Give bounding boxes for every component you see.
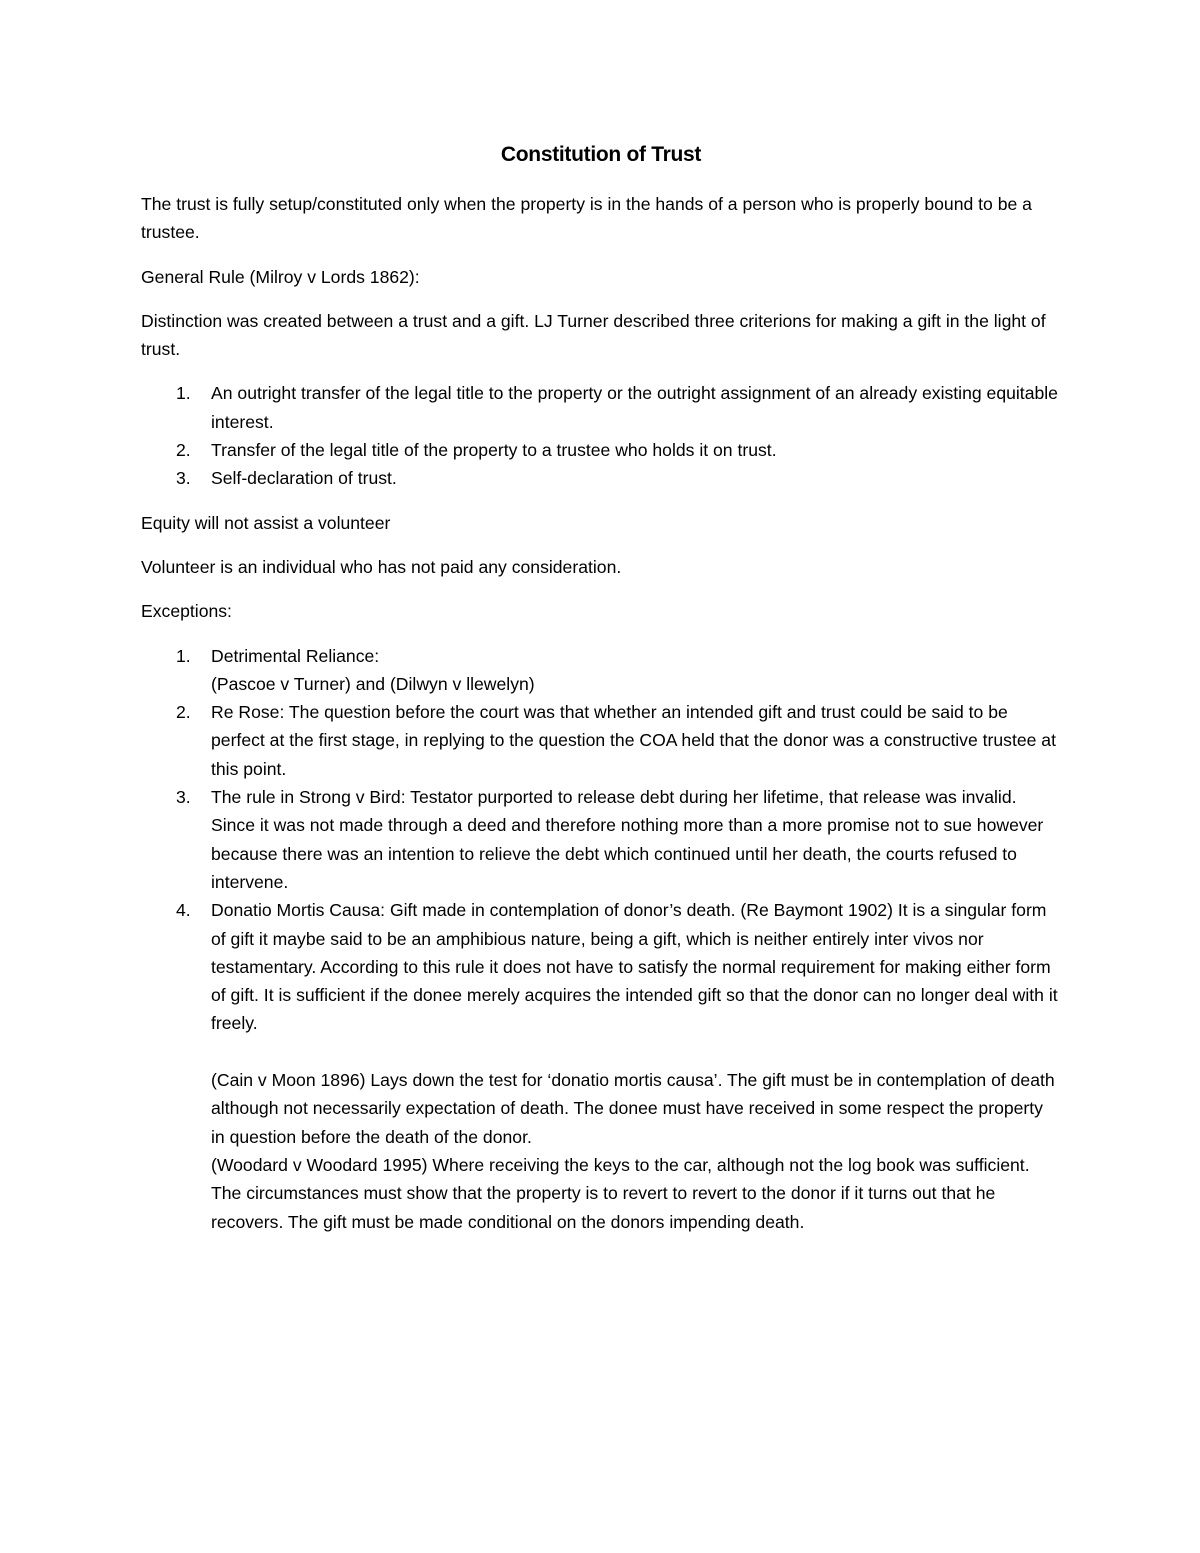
- list-number: 4.: [176, 900, 191, 921]
- document-body: [141, 138, 1061, 1252]
- list-number: 1.: [176, 645, 191, 666]
- exception-item: [141, 783, 1061, 896]
- circumstances-text: The circumstances must show that the property is to revert to revert to the donor if it turns out that he recovers. The gift must be made conditional on the donors impending death.: [211, 1183, 996, 1232]
- list-number: 2.: [176, 702, 191, 723]
- cain-v-moon-text: (Cain v Moon 1896) Lays down the test for ‘donatio mortis causa’. The gift must be in contemplation of death although not necessarily expectation of death. The donee must have received in some respect the property in question before the death of the donor.: [211, 1070, 1055, 1147]
- list-item-text: An outright transfer of the legal title to the property or the outright assignment of an already existing equitable interest.: [211, 383, 1058, 432]
- list-item-text: Detrimental Reliance:: [211, 645, 380, 666]
- exceptions-list: [141, 642, 1061, 1236]
- list-number: 3.: [176, 787, 191, 808]
- list-number: 3.: [176, 468, 191, 489]
- blank-line: [211, 1038, 1061, 1066]
- list-item-text: Donatio Mortis Causa: Gift made in contemplation of donor’s death. (Re Baymont 1902) It is a singular form of gift it maybe said to be an amphibious nature, being a gift, which is neither entirely inter vivos nor testamentary. According to this rule it does not have to satisfy the normal requirement for making either form of gift. It is sufficient if the donee merely acquires the intended gift so that the donor can no longer deal with it freely.: [211, 900, 1058, 1034]
- page-title: Constitution of Trust: [500, 143, 702, 166]
- case-citation: (Pascoe v Turner) and (Dilwyn v llewelyn): [211, 673, 535, 694]
- list-item-text: The rule in Strong v Bird: Testator purported to release debt during her lifetime, that release was invalid. Since it was not made through a deed and therefore nothing more than a more promise not to sue however because there was an intention to relieve the debt which continued until her death, the courts refused to intervene.: [211, 787, 1044, 892]
- list-number: 2.: [176, 440, 191, 461]
- intro-paragraph: The trust is fully setup/constituted only when the property is in the hands of a person who is properly bound to be a trustee.: [141, 194, 1032, 243]
- list-item-text: Re Rose: The question before the court was that whether an intended gift and trust could be said to be perfect at the first stage, in replying to the question the COA held that the donor was a constructive trustee at this point.: [211, 702, 1056, 779]
- criteria-list: [141, 379, 1061, 492]
- woodard-v-woodard-text: (Woodard v Woodard 1995) Where receiving the keys to the car, although not the log book was sufficient.: [211, 1154, 1030, 1175]
- exceptions-heading: Exceptions:: [141, 601, 232, 622]
- list-number: 1.: [176, 383, 191, 404]
- criteria-item: [141, 379, 1061, 436]
- criteria-item: [141, 464, 1061, 492]
- distinction-paragraph: Distinction was created between a trust and a gift. LJ Turner described three criterions for making a gift in the light of trust.: [141, 310, 1046, 360]
- criteria-item: [141, 436, 1061, 464]
- volunteer-definition-paragraph: Volunteer is an individual who has not paid any consideration.: [141, 556, 622, 577]
- exception-item: [141, 896, 1061, 1236]
- exception-item: [141, 642, 1061, 699]
- exception-item: [141, 698, 1061, 783]
- list-item-text: Transfer of the legal title of the property to a trustee who holds it on trust.: [211, 440, 777, 461]
- list-item-text: Self-declaration of trust.: [211, 468, 397, 489]
- equity-rule-paragraph: Equity will not assist a volunteer: [141, 512, 391, 533]
- general-rule-paragraph: General Rule (Milroy v Lords 1862):: [141, 266, 420, 287]
